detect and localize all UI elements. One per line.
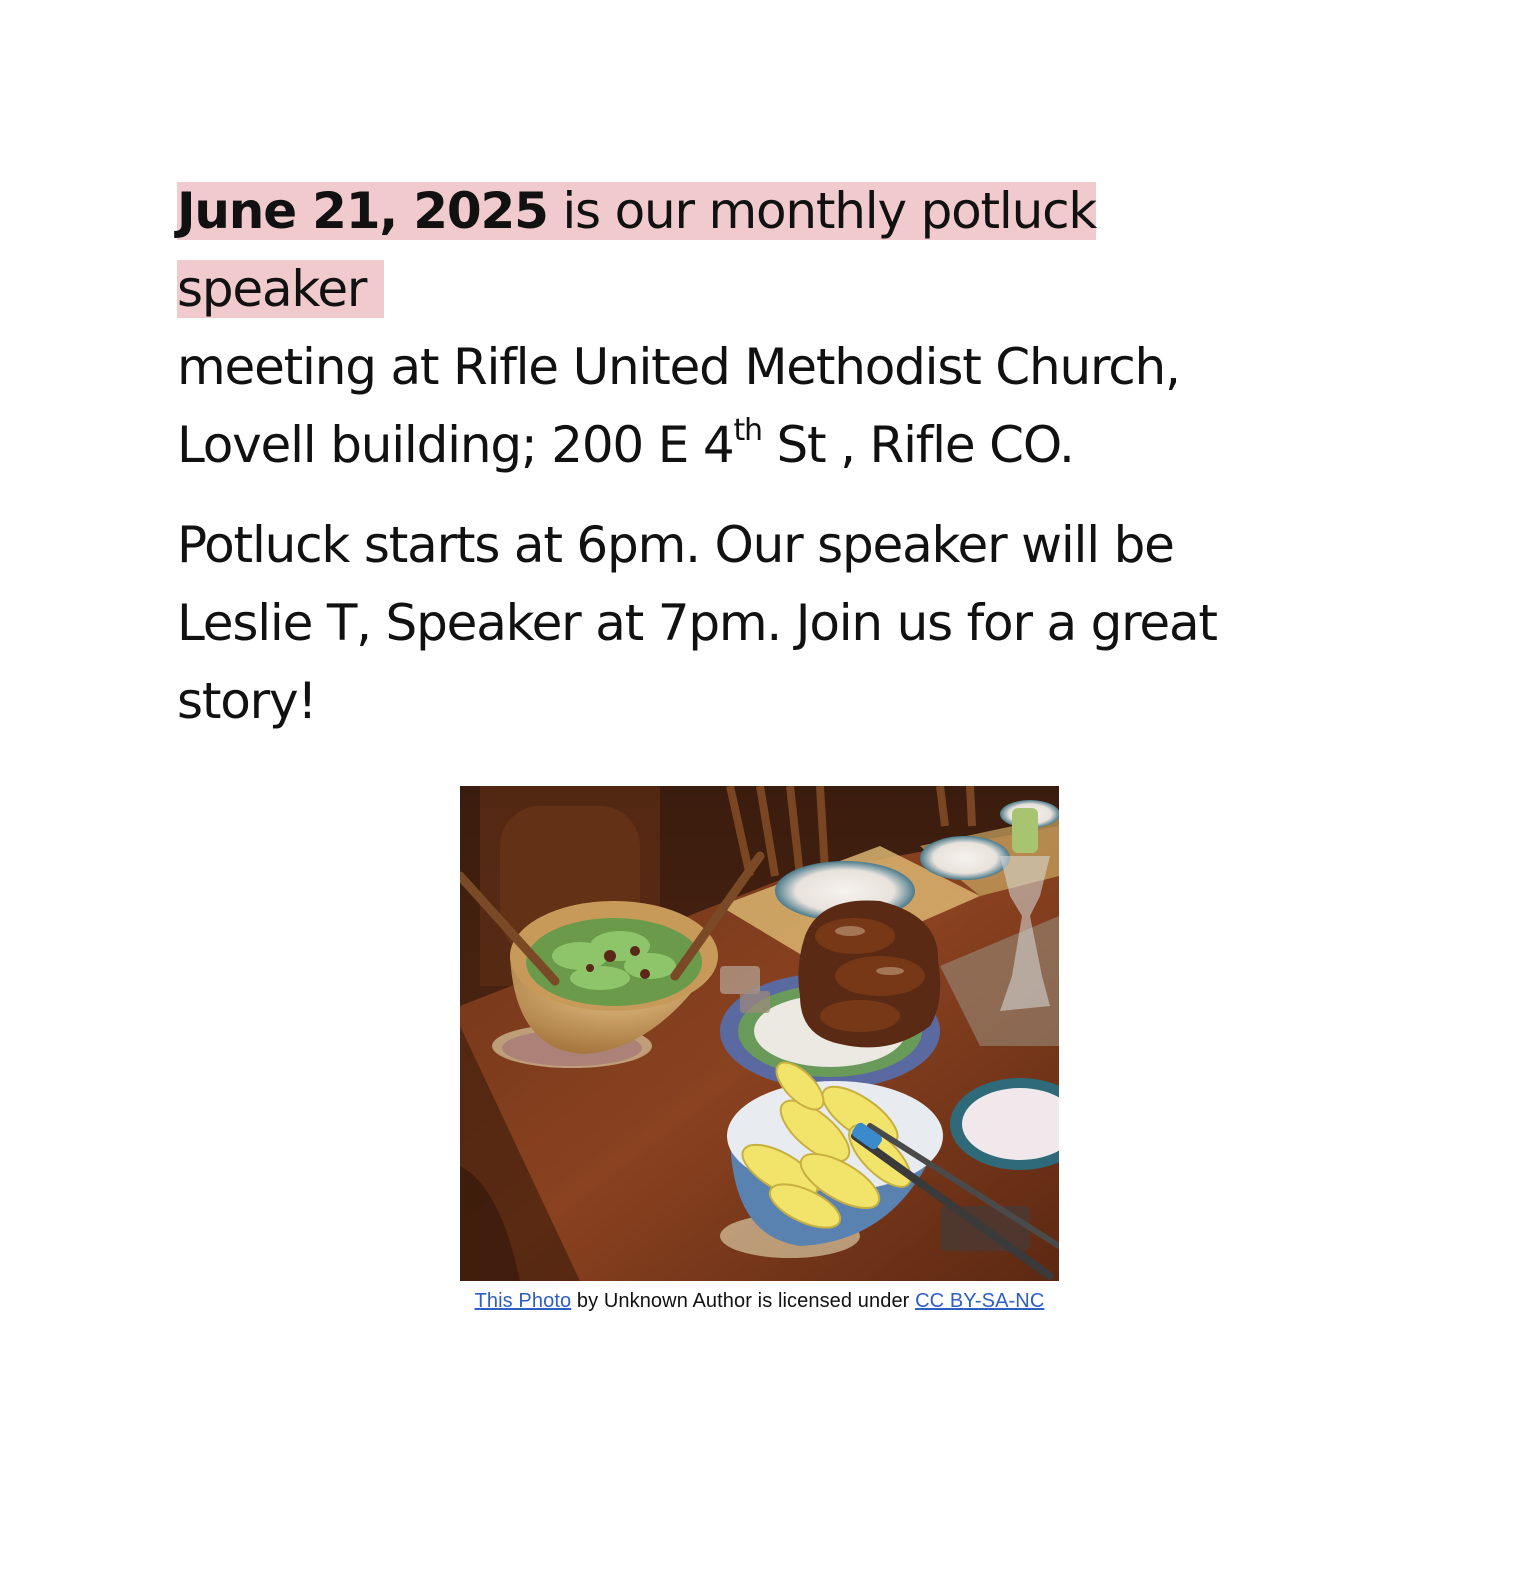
caption-text: by Unknown Author is licensed under [571,1290,916,1312]
event-date: June 21, 2025 [177,182,548,240]
highlighted-line [177,182,1096,318]
announcement-text [177,172,1317,740]
potluck-photo [460,786,1059,1281]
dinner-table-image [460,786,1059,1281]
announcement-line-1: is our monthly potluck speaker [177,182,1097,318]
photo-caption [460,1290,1059,1313]
photo-source-link[interactable]: This Photo [474,1290,572,1312]
license-link[interactable]: CC BY-SA-NC [915,1290,1045,1312]
details-line-1: Potluck starts at 6pm. Our speaker will be [177,516,1174,574]
announcement-line-3b: St , Rifle CO. [761,416,1074,474]
announcement-line-2: meeting at Rifle United Methodist Church, [177,338,1180,396]
details-line-3: story! [177,672,317,730]
announcement-line-3a: Lovell building; 200 E 4 [177,416,734,474]
details-paragraph [177,506,1317,740]
ordinal-suffix: th [733,413,762,448]
announcement-paragraph [177,172,1317,484]
details-line-2: Leslie T, Speaker at 7pm. Join us for a great [177,594,1217,652]
